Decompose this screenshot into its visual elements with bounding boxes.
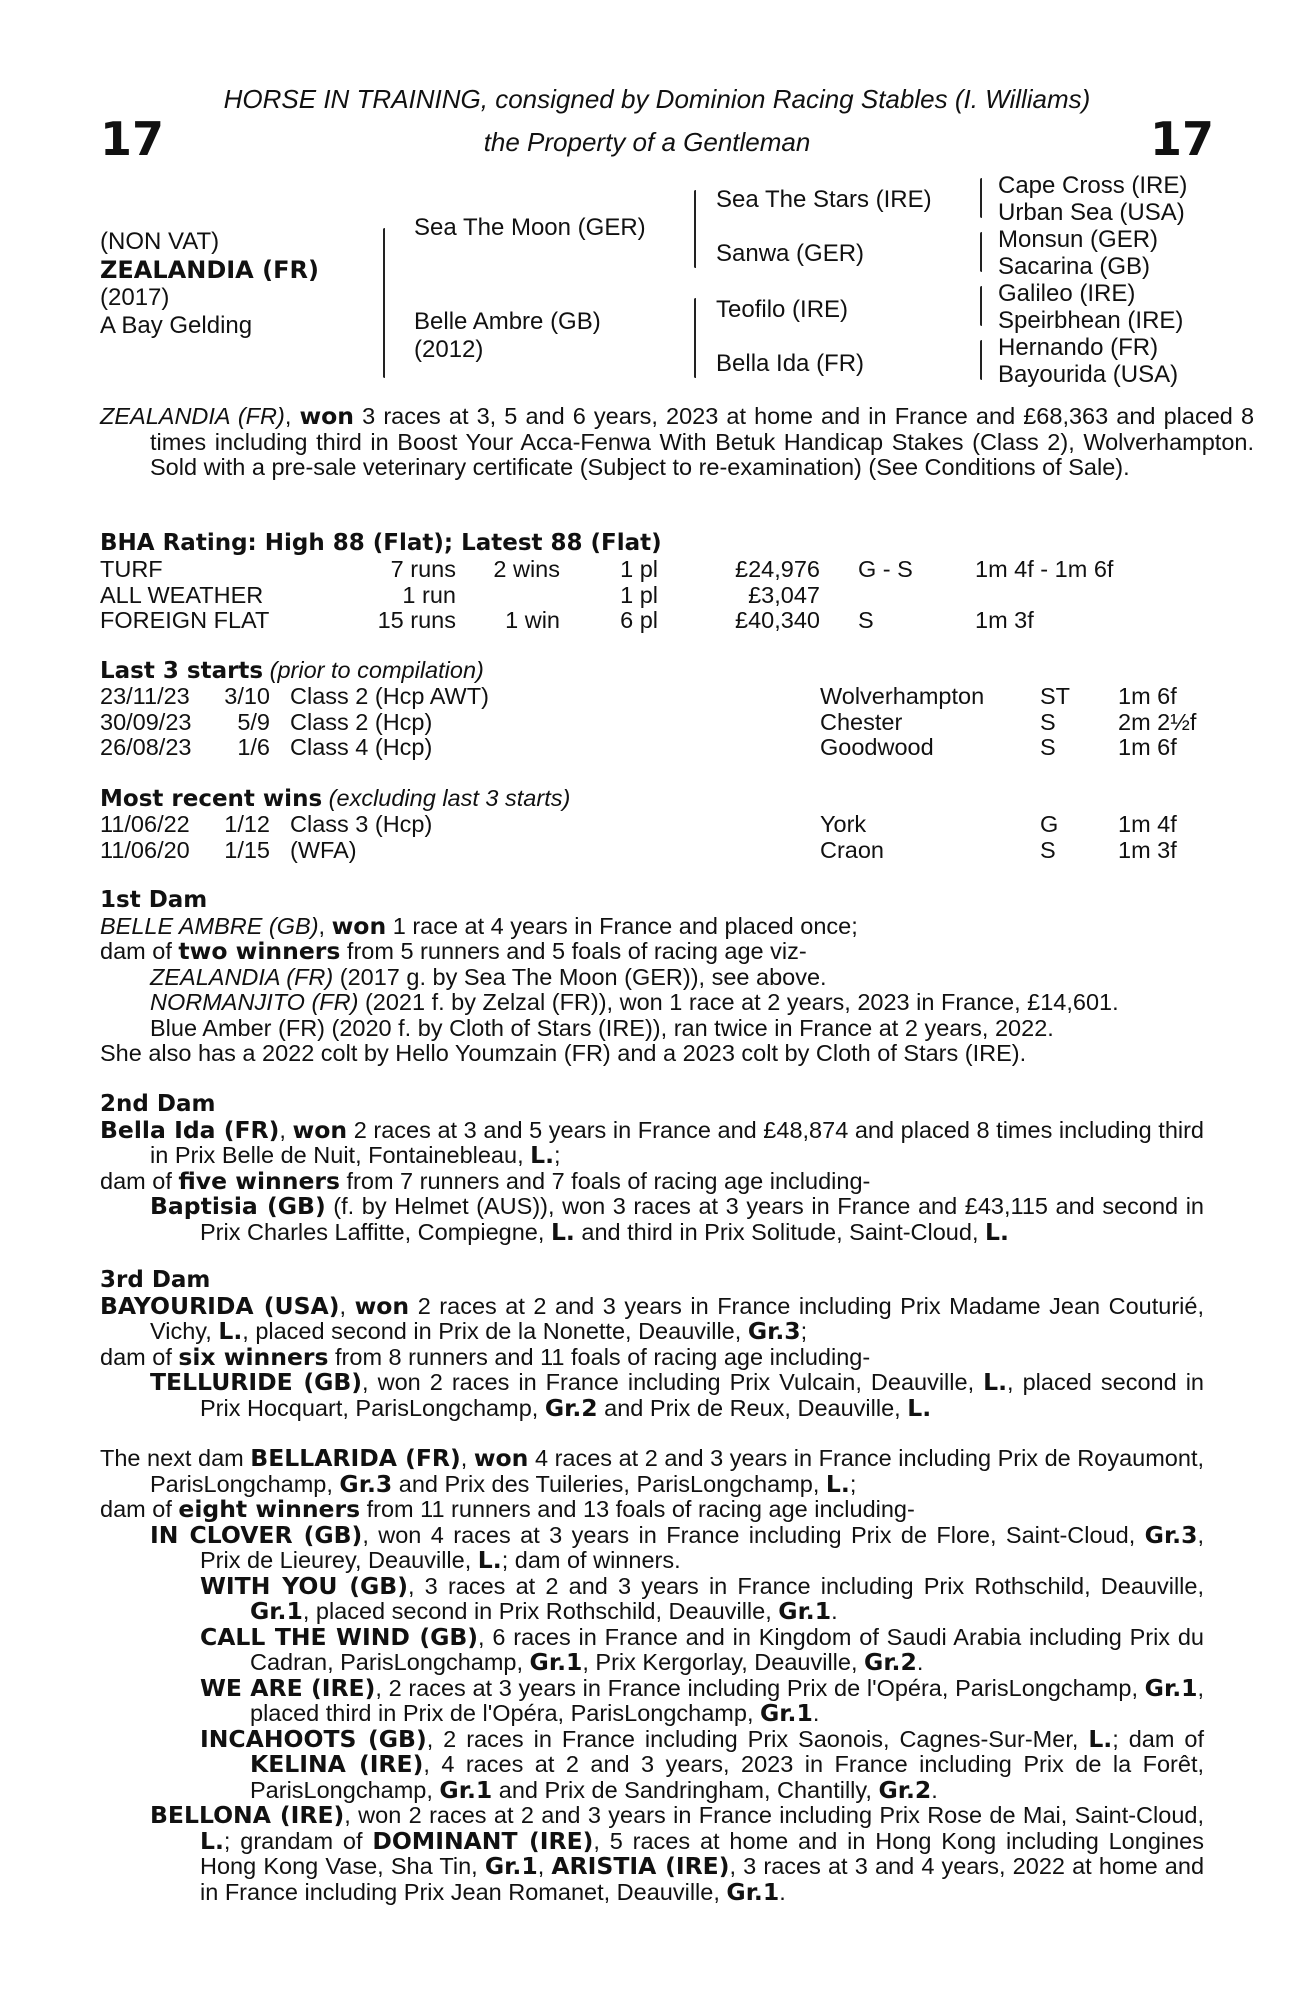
pedigree-brace-3c — [980, 286, 982, 326]
last3-row-date: 23/11/23 — [100, 683, 190, 709]
dam3-listed: L. — [218, 1317, 243, 1345]
dam3-p1-listed-a: L. — [983, 1368, 1008, 1396]
call-the-wind-gr1: Gr.1 — [529, 1648, 583, 1676]
recent-row-distance: 1m 4f — [1118, 811, 1177, 837]
summary-paragraph: ZEALANDIA (FR), won 3 races at 3, 5 and 6 years, 2023 at home and in France and £68,363 and placed 8 times including third in Boost Your Acca-Fenwa With Betuk Handicap Stakes (Class 2), Wolverhampton. Sold with a pre-sale veterinary certificate (Subject to re-examination) (See Conditions of Sale). — [100, 402, 1255, 480]
call-the-wind-dot: . — [916, 1649, 924, 1675]
dominant-gr1: Gr.1 — [484, 1852, 538, 1880]
aristia-dot: . — [779, 1878, 786, 1905]
dam3-section — [100, 1268, 1204, 1421]
pedigree-dam-dam: Bella Ida (FR) — [716, 350, 865, 377]
aristia-gr1: Gr.1 — [726, 1877, 780, 1906]
horse-info — [100, 228, 319, 340]
next-dam-of — [100, 1497, 1204, 1523]
recent-note: (excluding last 3 starts) — [328, 785, 571, 811]
recent-row-course: York — [820, 811, 867, 837]
dam3-won: won — [354, 1291, 410, 1320]
bha-row-wins: 1 win — [505, 607, 560, 633]
recent-row-course: Craon — [820, 836, 885, 863]
dam3-p1-mid: , placed second in Prix Hocquart, ParisLongchamp, — [200, 1369, 1204, 1421]
last3-heading-line — [100, 658, 484, 685]
we-are-entry — [100, 1673, 1205, 1727]
summary-horse-name: ZEALANDIA (FR) — [100, 403, 285, 429]
dam2-p1-listed-a: L. — [550, 1217, 575, 1246]
dam3-p1-listed-b: L. — [907, 1393, 932, 1422]
next-dam-of-pre: dam of — [100, 1496, 179, 1522]
last3-row-distance: 2m 2½f — [1118, 708, 1197, 735]
dam2-p1-mid: and third in Prix Solitude, Saint-Cloud, — [574, 1218, 986, 1245]
aristia-text: , 3 races at 3 and 4 years, 2022 at home and in France including Prix Jean Romanet, Deauville, — [200, 1853, 1205, 1905]
bha-row-prize: £24,976 — [735, 556, 820, 582]
lot-number-right: 17 — [1150, 112, 1215, 166]
last3-row-date: 30/09/23 — [100, 708, 192, 735]
dam2-dam-of-post: from 7 runners and 7 foals of racing age including- — [339, 1167, 871, 1194]
bha-row-distance: 1m 3f — [975, 607, 1034, 633]
bha-row-distance: 1m 4f - 1m 6f — [975, 556, 1114, 582]
bellona-listed: L. — [200, 1826, 224, 1855]
we-are-name: WE ARE (IRE) — [200, 1673, 376, 1702]
bha-row-type: ALL WEATHER — [100, 581, 264, 608]
dam3-dam-of-pre: dam of — [100, 1343, 179, 1370]
last3-row-going: S — [1040, 734, 1056, 760]
call-the-wind-name: CALL THE WIND (GB) — [200, 1622, 479, 1651]
pedigree-brace-3b — [980, 232, 982, 272]
last3-row-distance: 1m 6f — [1118, 734, 1177, 760]
bellona-text2: ; grandam of — [223, 1827, 373, 1854]
bha-row-runs: 7 runs — [390, 556, 456, 582]
dam3-produce-1 — [100, 1370, 1204, 1421]
in-clover-end: ; dam of winners. — [501, 1547, 681, 1573]
bha-row-prize: £40,340 — [735, 607, 820, 633]
last3-row-class: Class 4 (Hcp) — [290, 734, 433, 760]
with-you-gr1-b: Gr.1 — [778, 1597, 832, 1625]
dam1-dam-of-pre: dam of — [100, 938, 179, 964]
bha-heading: BHA Rating: High 88 (Flat); Latest 88 (Flat) — [100, 530, 662, 556]
dominant-sep: , — [537, 1853, 552, 1879]
dam1-heading: 1st Dam — [100, 887, 208, 913]
dam1-p2-text: (2021 f. by Zelzal (FR)), won 1 race at 2 years, 2023 in France, £14,601. — [358, 989, 1119, 1015]
dam1-text1: 1 race at 4 years in France and placed once; — [386, 912, 858, 939]
last3-row-position: 5/9 — [237, 708, 270, 735]
we-are-gr1-b: Gr.1 — [760, 1699, 813, 1727]
dam2-p1-text: (f. by Helmet (AUS)), won 3 races at 3 years in France and £43,115 and second in Prix Charles Laffitte, Compiegne, — [200, 1193, 1204, 1245]
dominant-text: , 5 races at home and in Hong Kong including Longines Hong Kong Vase, Sha Tin, — [200, 1827, 1204, 1879]
last3-row-going: ST — [1040, 683, 1071, 709]
horse-year: (2017) — [100, 284, 170, 311]
next-dam-of-post: from 11 runners and 13 foals of racing age including- — [360, 1496, 915, 1522]
incahoots-entry — [100, 1724, 1205, 1804]
vat-status: (NON VAT) — [100, 228, 220, 255]
dam3-line1: BAYOURIDA (USA), won 2 races at 2 and 3 years in France including Prix Madame Jean Couturié, Vichy, L., placed second in Prix de la Nonette, Deauville, Gr.3; — [100, 1291, 1204, 1345]
dam3-p1-gr2: Gr.2 — [544, 1393, 598, 1422]
call-the-wind-gr2: Gr.2 — [864, 1648, 917, 1676]
bha-row-type: TURF — [100, 556, 163, 582]
kelina-gr1: Gr.1 — [439, 1775, 493, 1804]
we-are-text: , 2 races at 3 years in France including Prix de l'Opéra, ParisLongchamp, — [375, 1674, 1145, 1701]
bha-row-runs: 1 run — [402, 581, 456, 608]
pedigree-ddd: Bayourida (USA) — [998, 361, 1179, 388]
recent-heading: Most recent wins — [100, 786, 323, 812]
recent-heading-line — [100, 786, 570, 813]
recent-row-date: 11/06/22 — [100, 811, 190, 837]
last3-row-going: S — [1040, 708, 1056, 735]
next-dam-gr3: Gr.3 — [339, 1469, 393, 1498]
pedigree-brace-2a — [694, 190, 696, 268]
dam1-produce-3: Blue Amber (FR) (2020 f. by Cloth of Stars (IRE)), ran twice in France at 2 years, 2022. — [150, 1014, 1054, 1041]
dam2-listed: L. — [530, 1141, 555, 1169]
bha-row-type: FOREIGN FLAT — [100, 607, 270, 633]
in-clover-listed: L. — [477, 1546, 502, 1574]
with-you-dot: . — [831, 1598, 838, 1624]
recent-row-going: G — [1040, 811, 1059, 837]
bha-row-wins: 2 wins — [493, 556, 560, 582]
dam2-section — [100, 1092, 1204, 1245]
dam3-text1: 2 races at 2 and 3 years in France including Prix Madame Jean Couturié, Vichy, — [150, 1292, 1204, 1344]
kelina-name: KELINA (IRE) — [250, 1750, 424, 1778]
header-property: the Property of a Gentleman — [483, 127, 811, 157]
dam2-text1: 2 races at 3 and 5 years in France and £48,874 and placed 8 times including third in Prix Belle de Nuit, Fontainebleau, — [150, 1116, 1205, 1168]
horse-name: ZEALANDIA (FR) — [100, 256, 319, 284]
pedigree-sire: Sea The Moon (GER) — [414, 214, 646, 241]
in-clover-text: , won 4 races at 3 years in France including Prix de Flore, Saint-Cloud, — [362, 1521, 1145, 1548]
dam3-name: BAYOURIDA (USA) — [100, 1291, 340, 1320]
next-dam-semi: ; — [849, 1470, 857, 1497]
dam2-semi: ; — [554, 1142, 561, 1168]
last3-row-class: Class 2 (Hcp AWT) — [290, 683, 489, 709]
dam2-name: Bella Ida (FR) — [100, 1115, 280, 1144]
pedigree-sss: Cape Cross (IRE) — [998, 172, 1188, 199]
lot-number-left: 17 — [100, 112, 165, 166]
with-you-text2: , placed second in Prix Rothschild, Deauville, — [302, 1598, 779, 1624]
recent-row-date: 11/06/20 — [100, 836, 190, 863]
bha-row-places: 6 pl — [620, 607, 658, 633]
bha-row-places: 1 pl — [620, 556, 658, 582]
dam3-gr3: Gr.3 — [747, 1317, 801, 1345]
dam3-p1-name: TELLURIDE (GB) — [150, 1368, 363, 1396]
summary-won: won — [299, 402, 355, 430]
next-dam-line1: The next dam BELLARIDA (FR), won 4 races at 2 and 3 years in France including Prix de Royaumont, ParisLongchamp, Gr.3 and Prix des Tuileries, ParisLongchamp, L.; — [100, 1444, 1204, 1498]
pedigree-sire-dam: Sanwa (GER) — [716, 240, 865, 267]
we-are-gr1-a: Gr.1 — [1144, 1673, 1198, 1702]
pedigree-dss: Galileo (IRE) — [998, 280, 1136, 307]
incahoots-listed: L. — [1088, 1724, 1113, 1753]
kelina-gr2: Gr.2 — [878, 1775, 932, 1804]
recent-row-distance: 1m 3f — [1118, 836, 1177, 863]
incahoots-text2: ; dam of — [1112, 1725, 1204, 1752]
dam1-dam-of-post: from 5 runners and 5 foals of racing age viz- — [340, 938, 807, 964]
pedigree-sire-sire: Sea The Stars (IRE) — [716, 186, 932, 213]
pedigree-dam-sire: Teofilo (IRE) — [716, 296, 849, 323]
horse-description: A Bay Gelding — [100, 312, 253, 339]
last3-note: (prior to compilation) — [269, 657, 484, 683]
next-dam-listed: L. — [825, 1469, 850, 1498]
pedigree-brace-1 — [383, 228, 385, 378]
last3-row-class: Class 2 (Hcp) — [290, 708, 433, 735]
next-dam-pre: The next dam — [100, 1445, 251, 1471]
dam2-line1: Bella Ida (FR), won 2 races at 3 and 5 years in France and £48,874 and placed 8 times including third in Prix Belle de Nuit, Fontainebleau, L.; — [100, 1115, 1205, 1169]
recent-row-class: Class 3 (Hcp) — [290, 811, 433, 837]
dam3-dam-of — [100, 1342, 1204, 1371]
last3-row-course: Wolverhampton — [820, 683, 985, 709]
dam1-won: won — [331, 911, 387, 940]
next-dam-section — [100, 1446, 1204, 1905]
we-are-text2: , placed third in Prix de l'Opéra, ParisLongchamp, — [250, 1674, 1205, 1726]
next-dam-name: BELLARIDA (FR) — [250, 1444, 461, 1472]
dam3-text2: , placed second in Prix de la Nonette, Deauville, — [242, 1318, 748, 1344]
dam2-heading: 2nd Dam — [100, 1091, 216, 1117]
header-consignor: HORSE IN TRAINING, consigned by Dominion Racing Stables (I. Williams) — [223, 84, 1091, 114]
dam1-also: She also has a 2022 colt by Hello Youmzain (FR) and a 2023 colt by Cloth of Stars (IRE). — [100, 1040, 1027, 1066]
last3-row-course: Chester — [820, 708, 903, 735]
dam1-p1-name: ZEALANDIA (FR) — [150, 963, 334, 990]
pedigree-sds: Monsun (GER) — [998, 226, 1159, 253]
in-clover-gr3: Gr.3 — [1144, 1520, 1198, 1549]
kelina-text2: and Prix de Sandringham, Chantilly, — [492, 1776, 879, 1803]
dam2-dam-of — [100, 1166, 1204, 1195]
incahoots-name: INCAHOOTS (GB) — [200, 1724, 427, 1753]
dominant-name: DOMINANT (IRE) — [372, 1826, 594, 1855]
pedigree-dam-year: (2012) — [414, 336, 484, 363]
next-dam-text1: 4 races at 2 and 3 years in France including Prix de Royaumont, ParisLongchamp, — [150, 1445, 1204, 1497]
last3-row-position: 1/6 — [237, 734, 270, 760]
call-the-wind-entry — [100, 1622, 1205, 1676]
dam1-winners: two winners — [178, 937, 341, 965]
pedigree-dam: Belle Ambre (GB) — [414, 308, 601, 335]
in-clover-text2: , Prix de Lieurey, Deauville, — [200, 1521, 1204, 1573]
dam1-name: BELLE AMBRE (GB) — [100, 912, 319, 939]
last3-row-position: 3/10 — [224, 683, 270, 709]
dam1-p2-name: NORMANJITO (FR) — [150, 989, 359, 1015]
incahoots-text: , 2 races in France including Prix Saonois, Cagnes-Sur-Mer, — [426, 1725, 1089, 1752]
recent-row-class: (WFA) — [290, 836, 357, 863]
dam3-p1-text: , won 2 races in France including Prix Vulcain, Deauville, — [362, 1369, 984, 1395]
next-dam-won: won — [473, 1444, 529, 1472]
dam1-line1: BELLE AMBRE (GB), won 1 race at 4 years in France and placed once; — [100, 911, 858, 940]
in-clover-entry — [100, 1520, 1204, 1574]
kelina-text: , 4 races at 2 and 3 years, 2023 in France including Prix de la Forêt, ParisLongchamp, — [250, 1751, 1205, 1803]
next-dam-text2: and Prix des Tuileries, ParisLongchamp, — [392, 1470, 826, 1497]
last3-row-date: 26/08/23 — [100, 734, 192, 760]
with-you-gr1-a: Gr.1 — [250, 1597, 303, 1625]
bha-row-going: G - S — [858, 556, 913, 582]
last3-row-distance: 1m 6f — [1118, 683, 1177, 709]
next-dam-winners: eight winners — [178, 1495, 361, 1523]
dam2-won: won — [292, 1115, 348, 1144]
dam1-produce-1 — [100, 965, 1204, 991]
dam2-produce-1 — [100, 1194, 1204, 1245]
in-clover-name: IN CLOVER (GB) — [150, 1520, 363, 1549]
call-the-wind-text2: , Prix Kergorlay, Deauville, — [582, 1649, 865, 1675]
recent-row-going: S — [1040, 836, 1056, 863]
dam2-dam-of-pre: dam of — [100, 1167, 179, 1194]
bha-row-prize: £3,047 — [748, 581, 820, 608]
recent-row-position: 1/12 — [224, 811, 270, 837]
aristia-name: ARISTIA (IRE) — [551, 1852, 730, 1880]
we-are-dot: . — [812, 1700, 820, 1726]
pedigree-brace-2b — [694, 298, 696, 378]
kelina-dot: . — [931, 1776, 938, 1803]
pedigree-column-3 — [998, 172, 1187, 388]
bha-row-runs: 15 runs — [377, 607, 456, 633]
with-you-entry — [100, 1571, 1204, 1625]
call-the-wind-text: , 6 races in France and in Kingdom of Saudi Arabia including Prix du Cadran, ParisLongchamp, — [250, 1623, 1205, 1675]
dam1-p1-text: (2017 g. by Sea The Moon (GER)), see above. — [333, 963, 827, 990]
pedigree-sdd: Sacarina (GB) — [998, 253, 1151, 280]
dam3-semi: ; — [800, 1318, 808, 1344]
bellona-text: , won 2 races at 2 and 3 years in France including Prix Rose de Mai, Saint-Cloud, — [344, 1802, 1204, 1828]
dam1-dam-of — [100, 939, 1204, 965]
dam2-p1-name: Baptisia (GB) — [150, 1192, 326, 1220]
bellona-entry — [100, 1803, 1204, 1905]
last3-row-course: Goodwood — [820, 734, 934, 760]
with-you-name: WITH YOU (GB) — [200, 1571, 408, 1600]
pedigree-ssd: Urban Sea (USA) — [998, 199, 1185, 226]
dam2-p1-listed-b: L. — [985, 1217, 1009, 1246]
dam3-winners: six winners — [178, 1342, 329, 1371]
dam2-winners: five winners — [178, 1166, 340, 1195]
bellona-name: BELLONA (IRE) — [150, 1801, 345, 1829]
dam3-dam-of-post: from 8 runners and 11 foals of racing age including- — [328, 1343, 871, 1370]
recent-row-position: 1/15 — [224, 836, 270, 863]
dam3-p1-end: and Prix de Reux, Deauville, — [597, 1394, 908, 1421]
last3-heading: Last 3 starts — [100, 658, 264, 684]
summary-text: 3 races at 3, 5 and 6 years, 2023 at home and in France and £68,363 and placed 8 times including third in Boost Your Acca-Fenwa With Betuk Handicap Stakes (Class 2), Wolverhampton. Sold with a pre-sale veterinary certificate (Subject to re-examination) (See Conditions of Sale). — [150, 403, 1255, 480]
pedigree-brace-3d — [980, 340, 982, 380]
dam1-produce-2 — [100, 990, 1204, 1016]
with-you-text: , 3 races at 2 and 3 years in France including Prix Rothschild, Deauville, — [407, 1572, 1204, 1599]
pedigree-dds: Hernando (FR) — [998, 334, 1159, 361]
bha-row-places: 1 pl — [620, 581, 658, 608]
bha-row-going: S — [858, 607, 874, 633]
dam1-section — [100, 888, 1204, 1067]
pedigree-dsd: Speirbhean (IRE) — [998, 307, 1184, 334]
pedigree-brace-3a — [980, 178, 982, 218]
dam3-heading: 3rd Dam — [100, 1267, 211, 1293]
